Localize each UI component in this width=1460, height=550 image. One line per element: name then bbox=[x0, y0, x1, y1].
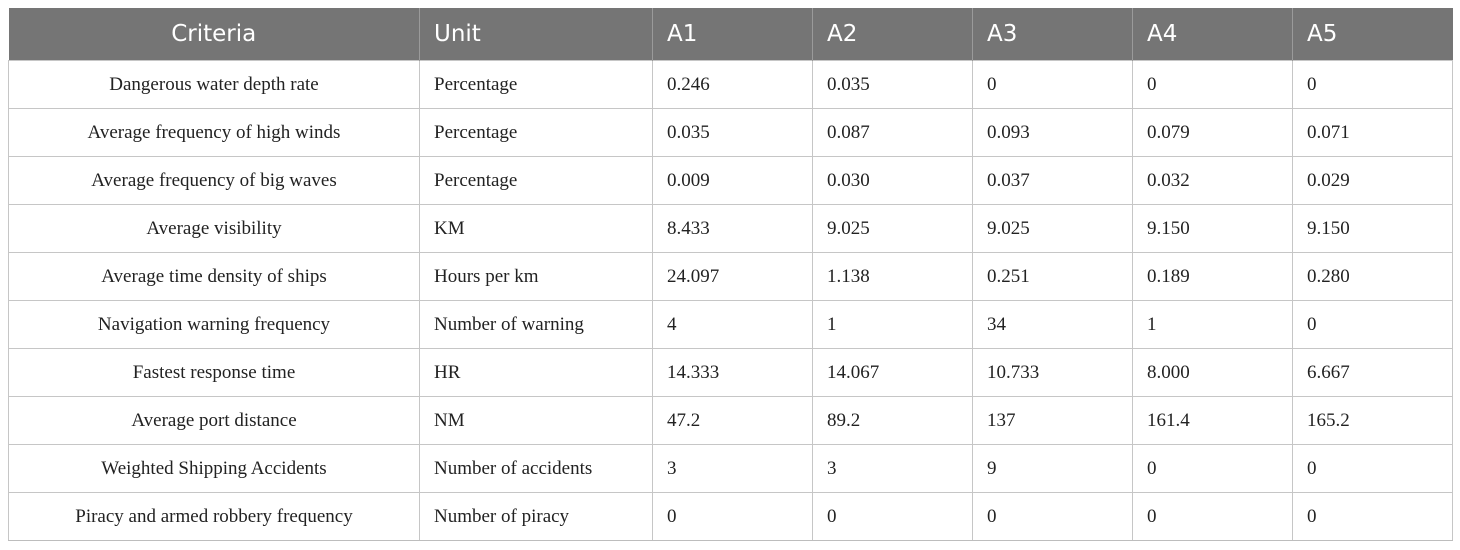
criteria-table bbox=[8, 8, 1453, 541]
cell-a4: 0 bbox=[1133, 445, 1293, 493]
cell-a2: 14.067 bbox=[813, 349, 973, 397]
header-a5: A5 bbox=[1293, 8, 1453, 61]
table-row bbox=[9, 493, 1453, 541]
cell-criteria: Navigation warning frequency bbox=[9, 301, 420, 349]
cell-unit: Number of piracy bbox=[420, 493, 653, 541]
header-a2: A2 bbox=[813, 8, 973, 61]
cell-a4: 0 bbox=[1133, 493, 1293, 541]
cell-a1: 0.035 bbox=[653, 109, 813, 157]
cell-criteria: Piracy and armed robbery frequency bbox=[9, 493, 420, 541]
cell-a3: 0 bbox=[973, 493, 1133, 541]
cell-a5: 0.029 bbox=[1293, 157, 1453, 205]
cell-a1: 24.097 bbox=[653, 253, 813, 301]
cell-a4: 0 bbox=[1133, 61, 1293, 109]
cell-a3: 9 bbox=[973, 445, 1133, 493]
cell-a4: 0.032 bbox=[1133, 157, 1293, 205]
cell-a2: 1 bbox=[813, 301, 973, 349]
cell-a3: 10.733 bbox=[973, 349, 1133, 397]
cell-unit: Percentage bbox=[420, 61, 653, 109]
cell-a3: 0.251 bbox=[973, 253, 1133, 301]
cell-a3: 0 bbox=[973, 61, 1133, 109]
cell-criteria: Average frequency of big waves bbox=[9, 157, 420, 205]
cell-unit: KM bbox=[420, 205, 653, 253]
table-row bbox=[9, 397, 1453, 445]
cell-a4: 0.079 bbox=[1133, 109, 1293, 157]
cell-unit: HR bbox=[420, 349, 653, 397]
cell-a2: 0 bbox=[813, 493, 973, 541]
cell-criteria: Average visibility bbox=[9, 205, 420, 253]
cell-a1: 0.246 bbox=[653, 61, 813, 109]
cell-a1: 0 bbox=[653, 493, 813, 541]
cell-a3: 9.025 bbox=[973, 205, 1133, 253]
cell-criteria: Fastest response time bbox=[9, 349, 420, 397]
table-header bbox=[9, 8, 1453, 61]
cell-criteria: Dangerous water depth rate bbox=[9, 61, 420, 109]
cell-criteria: Weighted Shipping Accidents bbox=[9, 445, 420, 493]
header-a4: A4 bbox=[1133, 8, 1293, 61]
table-row bbox=[9, 445, 1453, 493]
cell-unit: Percentage bbox=[420, 157, 653, 205]
header-row bbox=[9, 8, 1453, 61]
cell-a5: 0.071 bbox=[1293, 109, 1453, 157]
table-container bbox=[8, 8, 1452, 541]
cell-unit: Percentage bbox=[420, 109, 653, 157]
cell-a2: 89.2 bbox=[813, 397, 973, 445]
header-a1: A1 bbox=[653, 8, 813, 61]
cell-a5: 0.280 bbox=[1293, 253, 1453, 301]
cell-a2: 9.025 bbox=[813, 205, 973, 253]
cell-a3: 0.037 bbox=[973, 157, 1133, 205]
cell-a5: 165.2 bbox=[1293, 397, 1453, 445]
cell-a4: 0.189 bbox=[1133, 253, 1293, 301]
cell-a5: 0 bbox=[1293, 493, 1453, 541]
cell-a4: 161.4 bbox=[1133, 397, 1293, 445]
table-row bbox=[9, 109, 1453, 157]
cell-unit: Number of accidents bbox=[420, 445, 653, 493]
cell-a2: 0.035 bbox=[813, 61, 973, 109]
cell-a5: 0 bbox=[1293, 61, 1453, 109]
cell-a2: 1.138 bbox=[813, 253, 973, 301]
cell-criteria: Average time density of ships bbox=[9, 253, 420, 301]
cell-a5: 0 bbox=[1293, 445, 1453, 493]
table-row bbox=[9, 205, 1453, 253]
cell-a4: 1 bbox=[1133, 301, 1293, 349]
cell-a4: 9.150 bbox=[1133, 205, 1293, 253]
cell-unit: NM bbox=[420, 397, 653, 445]
cell-a2: 0.087 bbox=[813, 109, 973, 157]
cell-a5: 9.150 bbox=[1293, 205, 1453, 253]
table-row bbox=[9, 61, 1453, 109]
cell-a1: 47.2 bbox=[653, 397, 813, 445]
cell-a2: 3 bbox=[813, 445, 973, 493]
cell-a1: 4 bbox=[653, 301, 813, 349]
cell-a4: 8.000 bbox=[1133, 349, 1293, 397]
table-row bbox=[9, 253, 1453, 301]
cell-a1: 0.009 bbox=[653, 157, 813, 205]
cell-unit: Hours per km bbox=[420, 253, 653, 301]
cell-a1: 14.333 bbox=[653, 349, 813, 397]
cell-a5: 0 bbox=[1293, 301, 1453, 349]
cell-a5: 6.667 bbox=[1293, 349, 1453, 397]
table-row bbox=[9, 349, 1453, 397]
table-row bbox=[9, 301, 1453, 349]
cell-unit: Number of warning bbox=[420, 301, 653, 349]
cell-a3: 137 bbox=[973, 397, 1133, 445]
header-unit: Unit bbox=[420, 8, 653, 61]
cell-a1: 3 bbox=[653, 445, 813, 493]
header-a3: A3 bbox=[973, 8, 1133, 61]
cell-a1: 8.433 bbox=[653, 205, 813, 253]
cell-criteria: Average frequency of high winds bbox=[9, 109, 420, 157]
cell-a2: 0.030 bbox=[813, 157, 973, 205]
table-body bbox=[9, 61, 1453, 541]
cell-a3: 0.093 bbox=[973, 109, 1133, 157]
header-criteria: Criteria bbox=[9, 8, 420, 61]
cell-a3: 34 bbox=[973, 301, 1133, 349]
cell-criteria: Average port distance bbox=[9, 397, 420, 445]
table-row bbox=[9, 157, 1453, 205]
